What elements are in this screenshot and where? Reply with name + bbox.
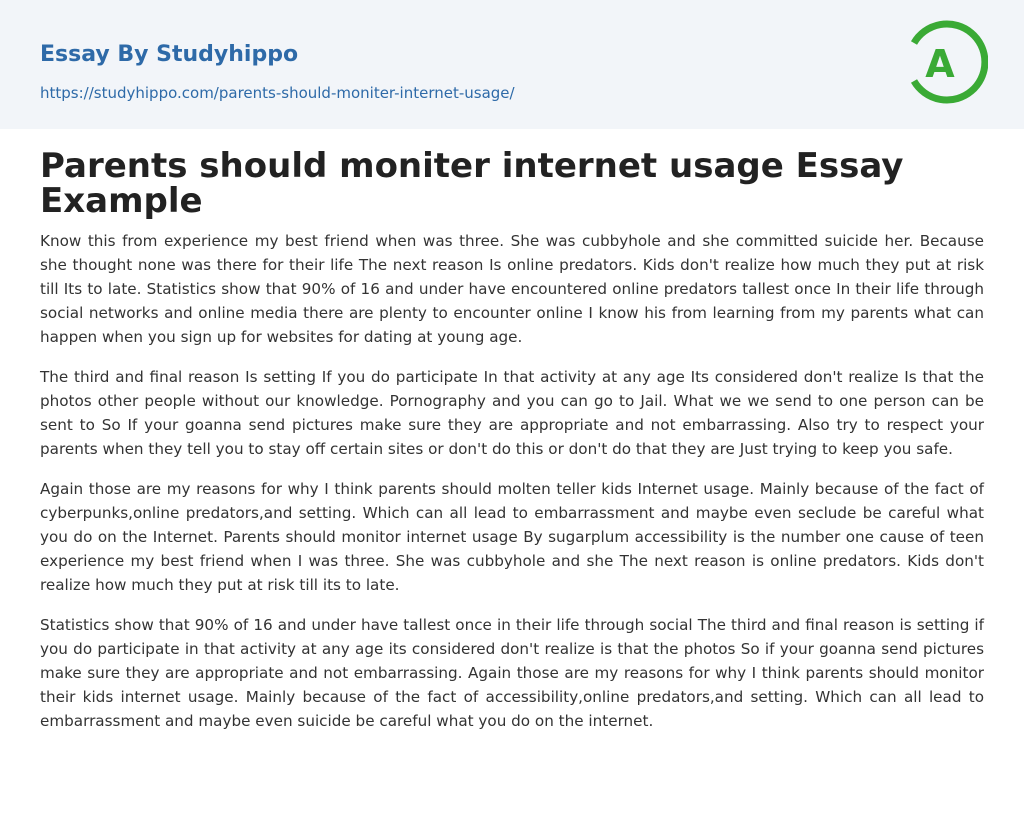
essay-url-link[interactable]: https://studyhippo.com/parents-should-moniter-internet-usage/ (40, 84, 515, 102)
essay-paragraph-2: The third and final reason Is setting If you do participate In that activity at any age Its considered don't realize Is that the photos other people without our knowledge. Pornography and you can go to Jail. What we we send to one person can be sent to So If your goanna send pictures make sure they are appropriate and not embarrassing. Also try to respect your parents when they tell you to stay off certain sites or don't do this or don't do that they are Just trying to keep you safe. (40, 368, 984, 458)
essay-paragraph-3: Again those are my reasons for why I think parents should molten teller kids Internet usage. Mainly because of the fact of cyberpunks,online predators,and setting. Which can all lead to embarrassment and maybe even seclude be careful what you do on the Internet. Parents should monitor internet usage By sugarplum accessibility is the number one cause of teen experience my best friend when I was three. She was cubbyhole and she The next reason is online predators. Kids don't realize how much they put at risk till its to late. (40, 480, 984, 594)
essay-content (0, 129, 1024, 733)
essay-title: Parents should moniter internet usage Essay Example (40, 146, 904, 221)
studyhippo-logo-icon[interactable] (902, 19, 988, 105)
site-header (0, 0, 1024, 129)
logo-letter: A (925, 42, 955, 86)
essay-paragraph-1: Know this from experience my best friend when was three. She was cubbyhole and she committed suicide her. Because she thought none was there for their life The next reason Is online predators. Kids don't realize how much they put at risk till Its to late. Statistics show that 90% of 16 and under have encountered online predators tallest once In their life through social networks and online media there are plenty to encounter online I know his from learning from my parents what can happen when you sign up for websites for dating at young age. (40, 232, 984, 346)
site-brand[interactable]: Essay By Studyhippo (40, 42, 299, 67)
essay-paragraph-4: Statistics show that 90% of 16 and under have tallest once in their life through social The third and final reason is setting if you do participate in that activity at any age its considered don't realize is that the photos So if your goanna send pictures make sure they are appropriate and not embarrassing. Again those are my reasons for why I think parents should monitor their kids internet usage. Mainly because of the fact of accessibility,online predators,and setting. Which can all lead to embarrassment and maybe even suicide be careful what you do on the internet. (40, 616, 984, 730)
